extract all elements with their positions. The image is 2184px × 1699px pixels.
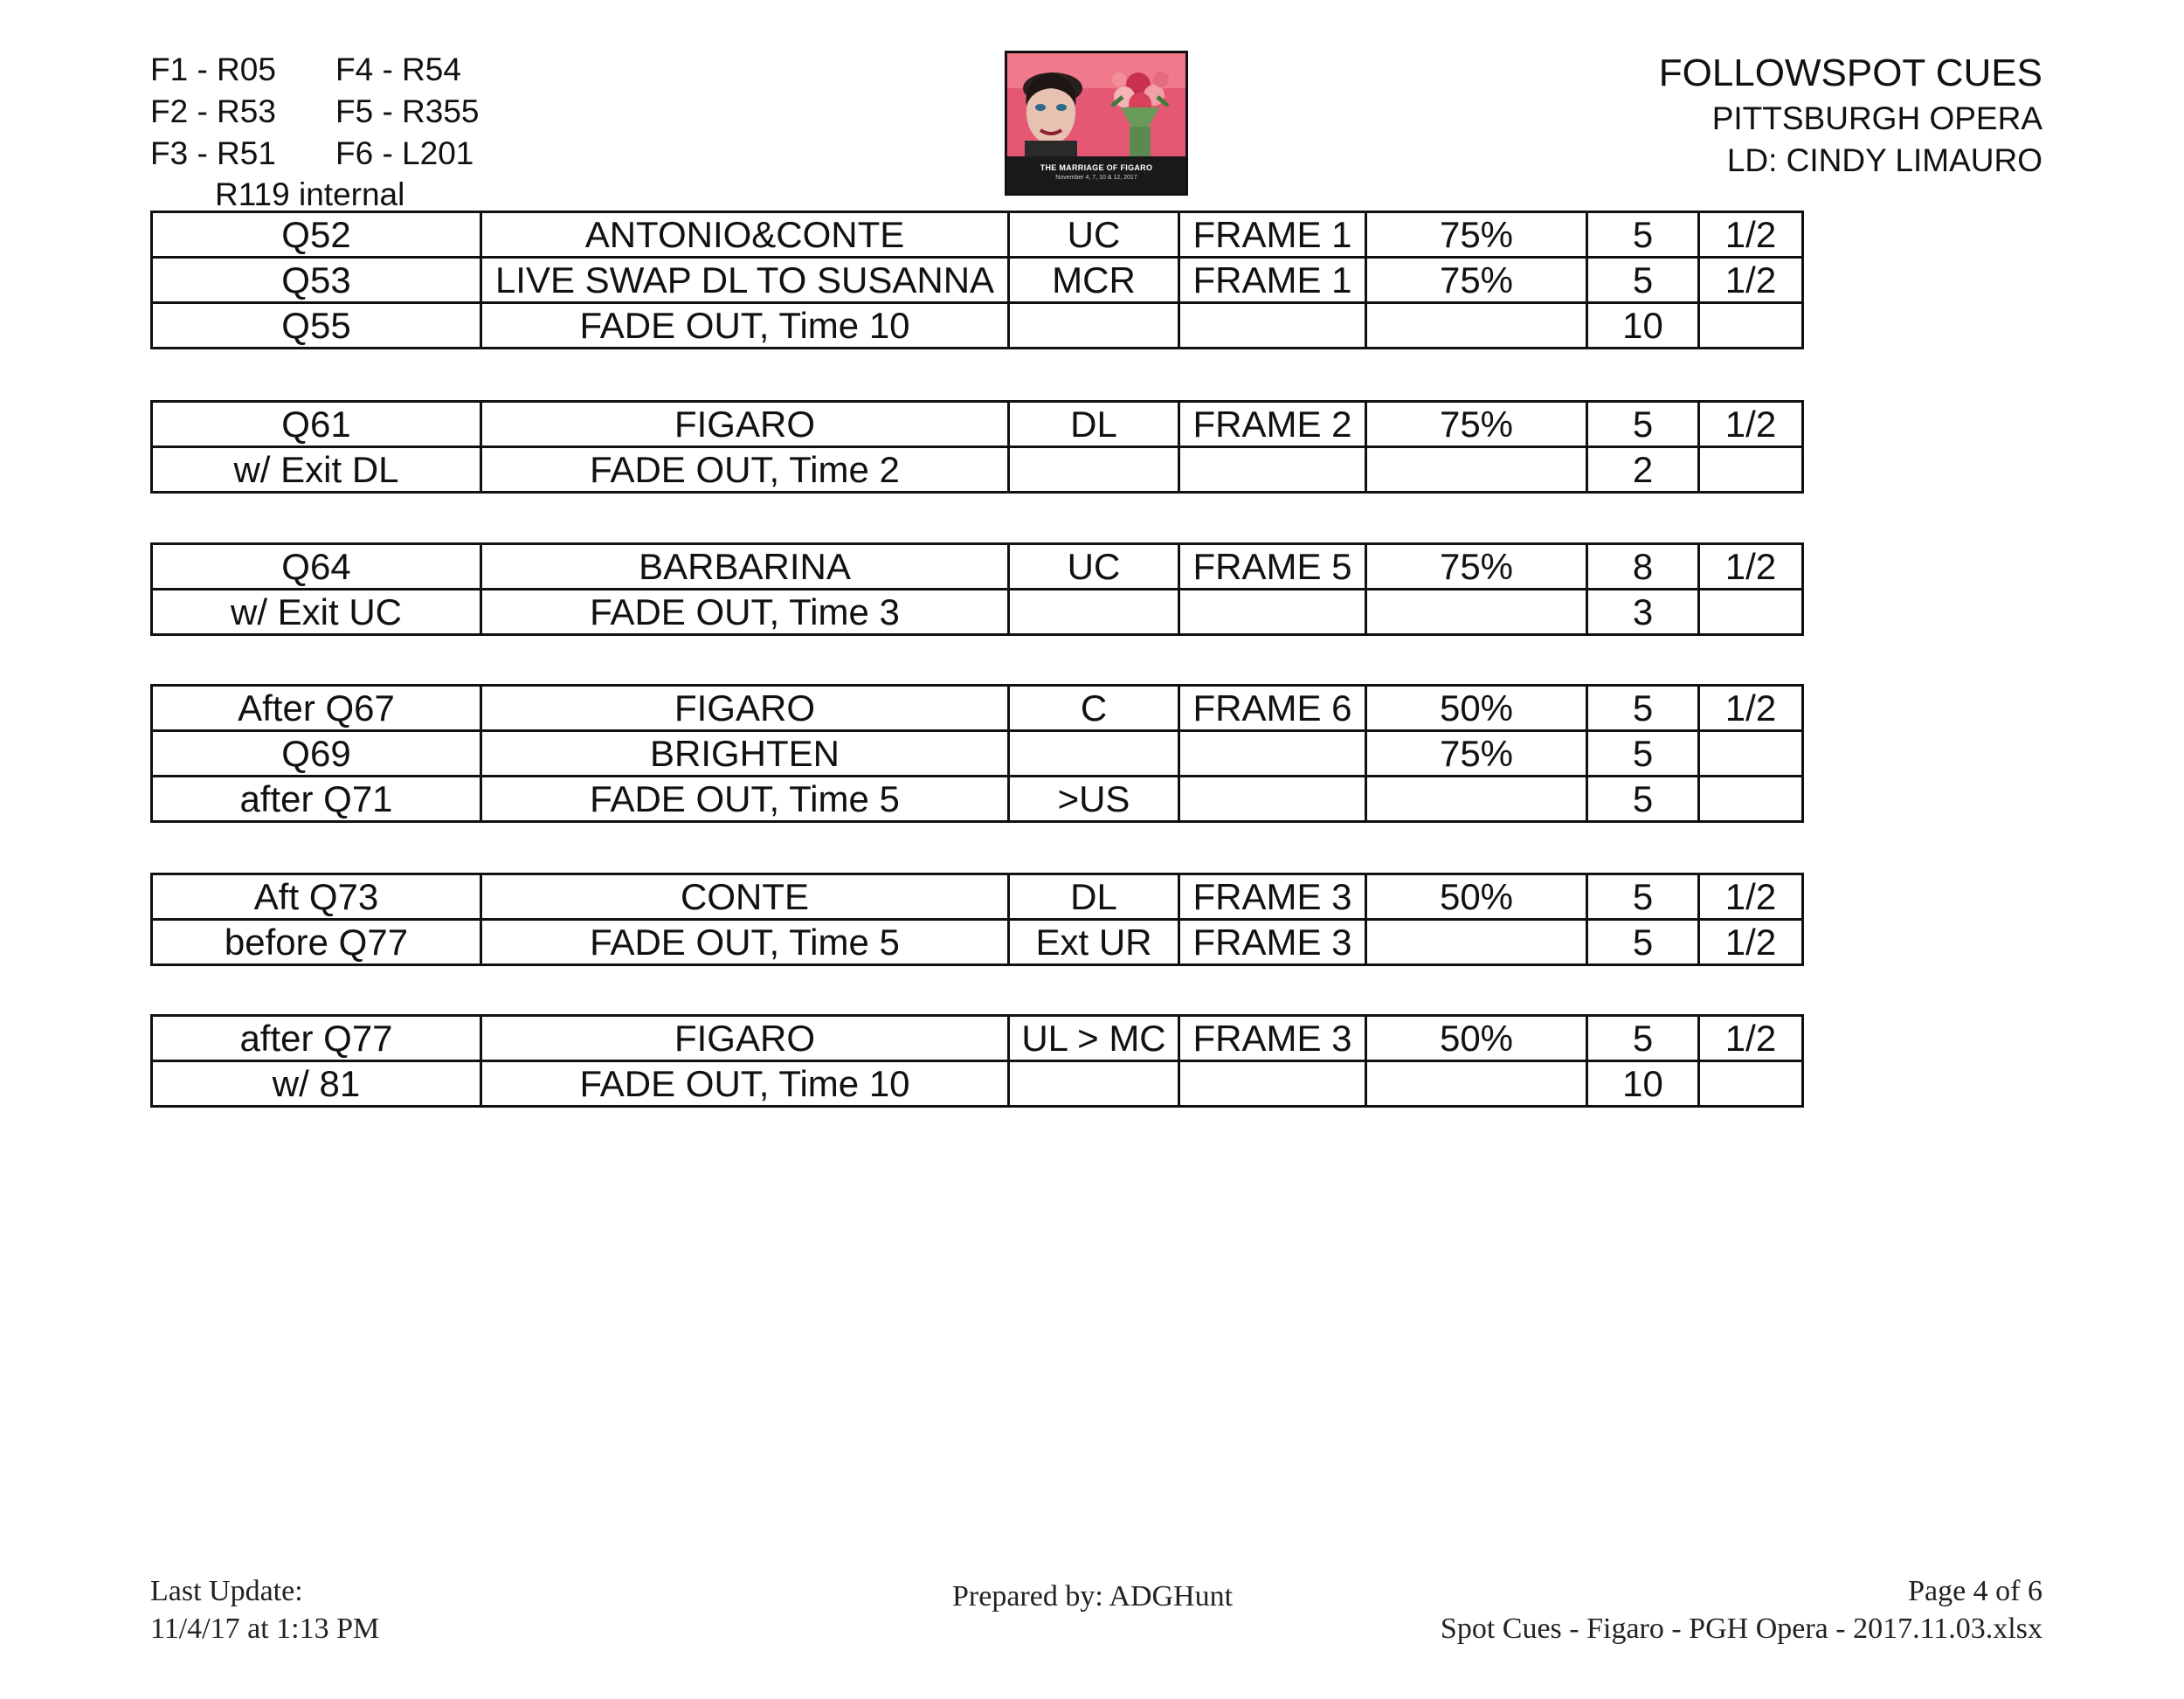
cue-action: BRIGHTEN — [481, 731, 1009, 777]
cue-action: FADE OUT, Time 5 — [481, 920, 1009, 965]
legend-row — [150, 133, 521, 175]
cue-point: before Q77 — [152, 920, 481, 965]
cue-size — [1699, 303, 1803, 349]
cue-time: 5 — [1587, 686, 1699, 731]
cue-location: DL — [1009, 874, 1179, 920]
cue-time: 8 — [1587, 544, 1699, 590]
legend-entry: F2 - R53 — [150, 93, 276, 129]
cue-time: 5 — [1587, 212, 1699, 258]
legend-entry: F5 - R355 — [335, 93, 480, 129]
cue-time: 5 — [1587, 731, 1699, 777]
cue-intensity: 50% — [1366, 874, 1587, 920]
cue-action: FIGARO — [481, 686, 1009, 731]
cue-size: 1/2 — [1699, 212, 1803, 258]
cue-frame: FRAME 3 — [1179, 920, 1366, 965]
file-name: Spot Cues - Figaro - PGH Opera - 2017.11.03.xlsx — [1440, 1613, 2042, 1645]
cue-action: FADE OUT, Time 10 — [481, 1061, 1009, 1107]
cue-time: 5 — [1587, 258, 1699, 303]
page-number: Page 4 of 6 — [1908, 1575, 2042, 1607]
cue-row — [152, 874, 1803, 920]
cue-intensity: 50% — [1366, 686, 1587, 731]
cue-location: UC — [1009, 544, 1179, 590]
cue-frame — [1179, 590, 1366, 635]
cue-table — [150, 873, 1804, 966]
cue-row — [152, 920, 1803, 965]
cue-intensity — [1366, 447, 1587, 493]
cue-frame: FRAME 2 — [1179, 402, 1366, 447]
cue-point: w/ Exit UC — [152, 590, 481, 635]
cue-row — [152, 1061, 1803, 1107]
cue-point: after Q77 — [152, 1016, 481, 1061]
cue-size — [1699, 447, 1803, 493]
cue-time: 5 — [1587, 777, 1699, 822]
cue-point: Q69 — [152, 731, 481, 777]
cue-intensity — [1366, 303, 1587, 349]
cue-row — [152, 303, 1803, 349]
cue-frame — [1179, 303, 1366, 349]
document-title: FOLLOWSPOT CUES — [1658, 52, 2042, 94]
cue-size — [1699, 777, 1803, 822]
cue-frame: FRAME 6 — [1179, 686, 1366, 731]
cue-action: FADE OUT, Time 2 — [481, 447, 1009, 493]
cue-action: FADE OUT, Time 5 — [481, 777, 1009, 822]
cue-location — [1009, 590, 1179, 635]
cue-size — [1699, 590, 1803, 635]
cue-point: after Q71 — [152, 777, 481, 822]
cue-row — [152, 212, 1803, 258]
company-name: PITTSBURGH OPERA — [1711, 100, 2042, 136]
cue-location — [1009, 731, 1179, 777]
cue-intensity: 75% — [1366, 402, 1587, 447]
cue-row — [152, 402, 1803, 447]
cue-row — [152, 544, 1803, 590]
cue-row — [152, 447, 1803, 493]
cue-point: Q52 — [152, 212, 481, 258]
cue-action: FIGARO — [481, 402, 1009, 447]
cue-point: After Q67 — [152, 686, 481, 731]
cue-size — [1699, 1061, 1803, 1107]
legend-entry: F4 - R54 — [335, 52, 461, 87]
legend-entry: F1 - R05 — [150, 52, 276, 87]
poster-caption — [1007, 156, 1185, 193]
cue-row — [152, 590, 1803, 635]
cue-table — [150, 684, 1804, 823]
cue-action: ANTONIO&CONTE — [481, 212, 1009, 258]
poster-title: THE MARRIAGE OF FIGARO — [1040, 163, 1153, 172]
lighting-designer: LD: CINDY LIMAURO — [1726, 142, 2042, 178]
cue-frame: FRAME 3 — [1179, 874, 1366, 920]
cue-intensity: 75% — [1366, 258, 1587, 303]
cue-location — [1009, 303, 1179, 349]
cue-action: FADE OUT, Time 10 — [481, 303, 1009, 349]
cue-table — [150, 211, 1804, 349]
cue-location: Ext UR — [1009, 920, 1179, 965]
legend-row — [150, 91, 521, 133]
cue-action: CONTE — [481, 874, 1009, 920]
cue-frame: FRAME 5 — [1179, 544, 1366, 590]
cue-frame — [1179, 731, 1366, 777]
cue-location: >US — [1009, 777, 1179, 822]
cue-size — [1699, 731, 1803, 777]
cue-size: 1/2 — [1699, 544, 1803, 590]
legend-note: R119 internal — [215, 176, 405, 212]
cue-time: 5 — [1587, 1016, 1699, 1061]
cue-row — [152, 686, 1803, 731]
cue-frame — [1179, 447, 1366, 493]
document-header — [1659, 49, 2042, 182]
cue-point: Q64 — [152, 544, 481, 590]
cue-intensity: 50% — [1366, 1016, 1587, 1061]
cue-location — [1009, 447, 1179, 493]
cue-location — [1009, 1061, 1179, 1107]
cue-action: LIVE SWAP DL TO SUSANNA — [481, 258, 1009, 303]
cue-time: 5 — [1587, 920, 1699, 965]
legend-entry: F6 - L201 — [335, 135, 474, 171]
cue-action: FADE OUT, Time 3 — [481, 590, 1009, 635]
cue-row — [152, 731, 1803, 777]
cue-time: 10 — [1587, 1061, 1699, 1107]
cue-point: w/ Exit DL — [152, 447, 481, 493]
cue-location: UL > MC — [1009, 1016, 1179, 1061]
cue-row — [152, 1016, 1803, 1061]
cue-size: 1/2 — [1699, 402, 1803, 447]
last-update — [150, 1572, 379, 1647]
poster-artwork — [1007, 53, 1185, 158]
cue-location: DL — [1009, 402, 1179, 447]
cue-point: Q55 — [152, 303, 481, 349]
cue-point: w/ 81 — [152, 1061, 481, 1107]
cue-frame — [1179, 777, 1366, 822]
page-info — [1441, 1572, 2042, 1647]
cue-location: UC — [1009, 212, 1179, 258]
last-update-value: 11/4/17 at 1:13 PM — [150, 1613, 380, 1645]
cue-point: Q61 — [152, 402, 481, 447]
cue-time: 10 — [1587, 303, 1699, 349]
cue-intensity — [1366, 590, 1587, 635]
cue-intensity — [1366, 777, 1587, 822]
frame-legend — [150, 49, 521, 215]
cue-row — [152, 777, 1803, 822]
cue-location: C — [1009, 686, 1179, 731]
poster-dates: November 4, 7, 10 & 12, 2017 — [1055, 175, 1137, 181]
cue-row — [152, 258, 1803, 303]
prepared-by: Prepared by: ADGHunt — [952, 1580, 1234, 1613]
cue-size: 1/2 — [1699, 920, 1803, 965]
cue-action: FIGARO — [481, 1016, 1009, 1061]
cue-time: 2 — [1587, 447, 1699, 493]
cue-size: 1/2 — [1699, 1016, 1803, 1061]
cue-time: 5 — [1587, 874, 1699, 920]
cue-intensity — [1366, 1061, 1587, 1107]
cue-intensity: 75% — [1366, 544, 1587, 590]
cue-size: 1/2 — [1699, 686, 1803, 731]
legend-row — [150, 49, 521, 91]
cue-frame: FRAME 3 — [1179, 1016, 1366, 1061]
cue-frame: FRAME 1 — [1179, 212, 1366, 258]
cue-point: Aft Q73 — [152, 874, 481, 920]
cue-location: MCR — [1009, 258, 1179, 303]
cue-action: BARBARINA — [481, 544, 1009, 590]
cue-intensity: 75% — [1366, 212, 1587, 258]
cue-point: Q53 — [152, 258, 481, 303]
cue-table — [150, 1014, 1804, 1108]
cue-intensity — [1366, 920, 1587, 965]
last-update-label: Last Update: — [150, 1575, 303, 1607]
cue-frame: FRAME 1 — [1179, 258, 1366, 303]
cue-size: 1/2 — [1699, 258, 1803, 303]
cue-size: 1/2 — [1699, 874, 1803, 920]
cue-intensity: 75% — [1366, 731, 1587, 777]
opera-poster-image — [1005, 51, 1188, 196]
cue-time: 3 — [1587, 590, 1699, 635]
cue-table — [150, 542, 1804, 636]
cue-time: 5 — [1587, 402, 1699, 447]
cue-frame — [1179, 1061, 1366, 1107]
cue-table — [150, 400, 1804, 494]
legend-entry: F3 - R51 — [150, 135, 276, 171]
